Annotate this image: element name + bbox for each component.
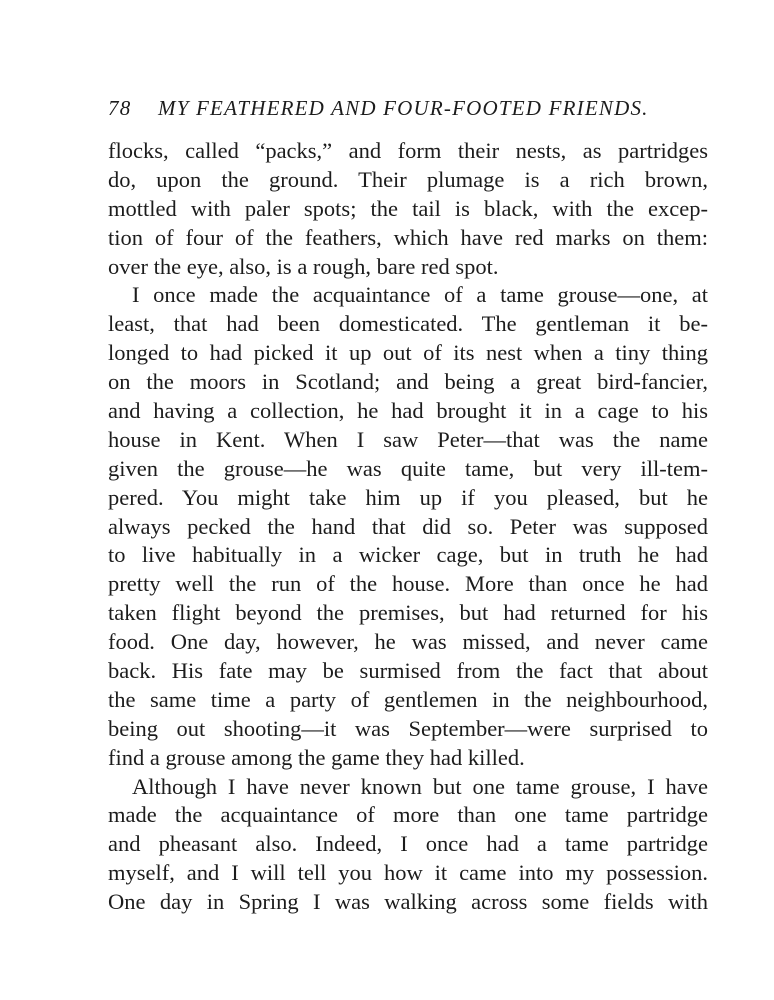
- text-line: pered. You might take him up if you pleased, but he: [108, 484, 708, 510]
- text-line: always pecked the hand that did so. Peter was supposed: [108, 513, 708, 539]
- text-line: food. One day, however, he was missed, and never came: [108, 629, 708, 655]
- text-line: least, that had been domesticated. The gentleman it be-: [108, 311, 708, 337]
- body-text: [108, 137, 708, 917]
- text-line: flocks, called “packs,” and form their nests, as partridges: [108, 138, 708, 163]
- text-line: longed to had picked it up out of its nest when a tiny thing: [108, 340, 708, 366]
- text-line: being out shooting—it was September—were surprised to: [108, 715, 708, 741]
- text-line: taken flight beyond the premises, but had returned for his: [108, 600, 708, 626]
- text-line: pretty well the run of the house. More than once he had: [108, 571, 708, 597]
- text-line: house in Kent. When I saw Peter—that was the name: [108, 426, 708, 452]
- text-line: find a grouse among the game they had killed.: [108, 744, 525, 770]
- text-line: given the grouse—he was quite tame, but very ill-tem-: [108, 455, 708, 481]
- text-line: the same time a party of gentlemen in the neighbourhood,: [108, 686, 708, 712]
- text-line: on the moors in Scotland; and being a great bird-fancier,: [108, 369, 708, 395]
- text-line: made the acquaintance of more than one tame partridge: [108, 802, 708, 828]
- text-line: do, upon the ground. Their plumage is a rich brown,: [108, 166, 708, 192]
- text-line: and having a collection, he had brought it in a cage to his: [108, 398, 708, 424]
- text-line: mottled with paler spots; the tail is black, with the excep-: [108, 195, 708, 221]
- text-line: I once made the acquaintance of a tame grouse—one, at: [132, 282, 708, 308]
- paragraph-3: [108, 773, 708, 917]
- text-line: to live habitually in a wicker cage, but in truth he had: [108, 542, 708, 568]
- paragraph-1: [108, 137, 708, 281]
- text-line: One day in Spring I was walking across some fields with: [108, 889, 708, 915]
- text-line: back. His fate may be surmised from the fact that about: [108, 658, 708, 684]
- paragraph-2: [108, 281, 708, 772]
- text-line: Although I have never known but one tame grouse, I have: [132, 773, 708, 799]
- text-line: tion of four of the feathers, which have red marks on them:: [108, 224, 708, 250]
- running-head: [108, 96, 708, 132]
- text-line: myself, and I will tell you how it came into my possession.: [108, 860, 708, 886]
- text-line: over the eye, also, is a rough, bare red spot.: [108, 253, 499, 279]
- running-title: MY FEATHERED AND FOUR-FOOTED FRIENDS.: [158, 96, 649, 120]
- page-number: 78: [108, 96, 132, 120]
- text-line: and pheasant also. Indeed, I once had a tame partridge: [108, 831, 708, 857]
